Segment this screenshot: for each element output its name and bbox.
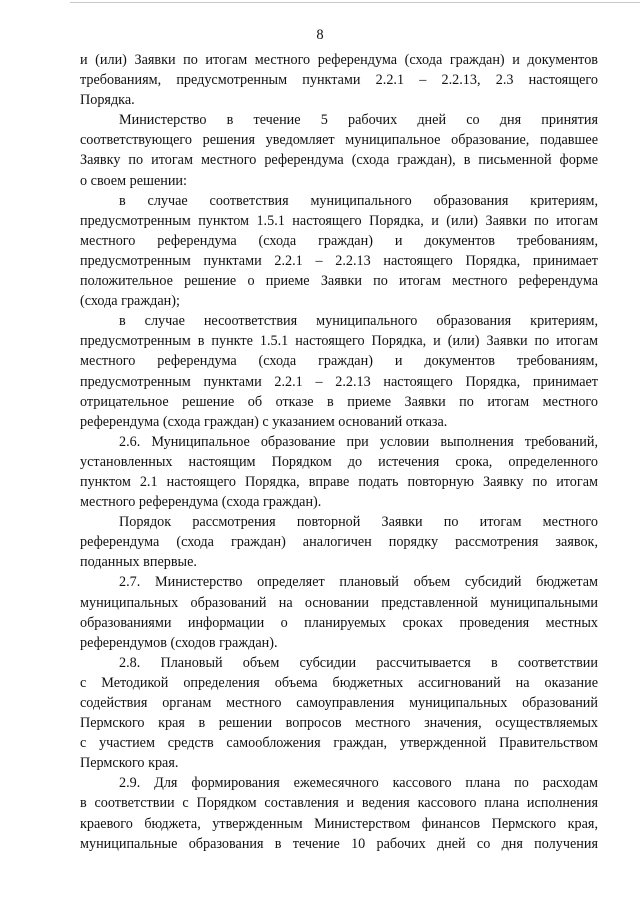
text-line: предусмотренным пунктами 2.2.1 – 2.2.13 настоящего Порядка, принимает: [80, 252, 598, 269]
text-line: предусмотренным пунктами 2.2.1 – 2.2.13 настоящего Порядка, принимает: [80, 373, 598, 390]
text-line: с участием средств самообложения граждан, утвержденной Правительством: [80, 735, 598, 752]
text-line: положительное решение о приеме Заявки по итогам местного референдума: [80, 273, 598, 290]
text-line: Заявку по итогам местного референдума (схода граждан), в письменной форме: [80, 152, 598, 169]
text-line: в случае несоответствия муниципального образования критериям,: [119, 313, 598, 330]
text-line: 2.6. Муниципальное образование при условии выполнения требований,: [119, 433, 598, 450]
text-line: 2.9. Для формирования ежемесячного кассового плана по расходам: [119, 775, 598, 792]
text-line: в случае соответствия муниципального образования критериям,: [119, 192, 598, 209]
text-line: и (или) Заявки по итогам местного референдума (схода граждан) и документов: [80, 52, 598, 68]
text-line: референдума (схода граждан) с указанием оснований отказа.: [80, 413, 448, 430]
text-line: Порядка.: [80, 92, 135, 109]
top-border-line: [70, 2, 640, 3]
text-line: о своем решении:: [80, 172, 187, 189]
text-line: поданных впервые.: [80, 554, 197, 571]
text-line: 2.7. Министерство определяет плановый объем субсидий бюджетам: [119, 574, 598, 591]
text-line: предусмотренным в пункте 1.5.1 настоящего Порядка, и (или) Заявки по итогам: [80, 333, 598, 350]
text-line: в соответствии с Порядком составления и ведения кассового плана исполнения: [80, 795, 598, 812]
text-line: 2.8. Плановый объем субсидии рассчитывается в соответствии: [119, 654, 598, 671]
text-line: местного референдума (схода граждан).: [80, 494, 322, 511]
text-line: установленных настоящим Порядком до истечения срока, определенного: [80, 453, 598, 470]
text-line: Пермского края.: [80, 755, 179, 772]
text-line: местного референдума (схода граждан) и документов требованиям,: [80, 353, 598, 370]
text-line: отрицательное решение об отказе в приеме Заявки по итогам местного: [80, 393, 598, 410]
text-line: Пермского края в решении вопросов местного значения, осуществляемых: [80, 715, 598, 732]
text-line: референдума (схода граждан) аналогичен порядку рассмотрения заявок,: [80, 534, 598, 551]
text-line: соответствующего решения уведомляет муниципальное образование, подавшее: [80, 132, 598, 149]
text-line: требованиям, предусмотренным пунктами 2.2.1 – 2.2.13, 2.3 настоящего: [80, 72, 598, 89]
page-number: 8: [316, 27, 324, 43]
text-line: муниципальных образований на основании представленной муниципальными: [80, 594, 598, 611]
text-line: референдумов (сходов граждан).: [80, 634, 278, 651]
text-line: содействия органам местного самоуправления муниципальных образований: [80, 695, 598, 711]
text-line: Порядок рассмотрения повторной Заявки по итогам местного: [119, 514, 598, 531]
text-line: (схода граждан);: [80, 293, 180, 310]
text-line: пунктом 2.1 настоящего Порядка, вправе подать повторную Заявку по итогам: [80, 473, 598, 490]
text-line: с Методикой определения объема бюджетных ассигнований на оказание: [80, 674, 598, 691]
text-line: образованиями информации о планируемых сроках проведения местных: [80, 614, 598, 631]
text-line: Министерство в течение 5 рабочих дней со дня принятия: [119, 112, 598, 129]
text-line: муниципальные образования в течение 10 рабочих дней со дня получения: [80, 835, 598, 852]
document-body: [80, 50, 598, 854]
text-line: краевого бюджета, утвержденным Министерством финансов Пермского края,: [80, 815, 598, 832]
text-line: предусмотренным пунктом 1.5.1 настоящего Порядка, и (или) Заявки по итогам: [80, 212, 598, 229]
text-line: местного референдума (схода граждан) и документов требованиям,: [80, 232, 598, 249]
